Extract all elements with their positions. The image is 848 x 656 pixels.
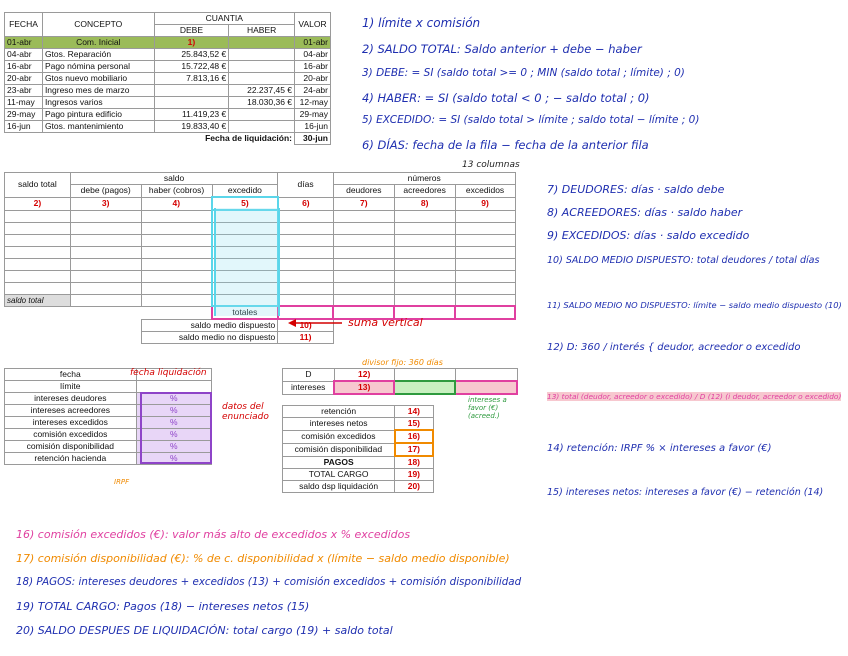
blank-cell <box>5 234 71 246</box>
row-intereses-excedidos: intereses excedidos <box>5 417 137 429</box>
suma-vertical-note: suma vertical <box>348 316 423 329</box>
cell-haber <box>229 49 295 61</box>
blank-cell <box>5 210 71 222</box>
table-row <box>5 121 331 133</box>
cell-haber: 18.030,36 € <box>229 97 295 109</box>
header-concepto: CONCEPTO <box>42 13 154 37</box>
blank-cell <box>278 234 334 246</box>
table-row <box>5 61 331 73</box>
row-retencion-hacienda: retención hacienda <box>5 453 137 465</box>
blank-cell <box>70 258 141 270</box>
blank-cell <box>5 270 71 282</box>
num-9: 9) <box>455 197 515 210</box>
table-row <box>5 37 331 49</box>
pct-cell: % <box>136 417 211 429</box>
blank-cell <box>278 258 334 270</box>
row-total-cargo: TOTAL CARGO <box>283 469 395 481</box>
blank-cell <box>278 222 334 234</box>
num-7: 7) <box>333 197 394 210</box>
note-6: 6) DÍAS: fecha de la fila − fecha de la anterior fila <box>362 138 649 152</box>
table-row <box>5 85 331 97</box>
cell-concepto: Gtos. mantenimiento <box>42 121 154 133</box>
datos-highlight <box>140 392 212 464</box>
totales-cell: totales <box>212 306 278 319</box>
cell-concepto: Gtos nuevo mobiliario <box>42 73 154 85</box>
cell-debe: 7.813,16 € <box>154 73 229 85</box>
cell-debe: 11.419,23 € <box>154 109 229 121</box>
datos-enunciado-note: datos del enunciado <box>222 402 269 422</box>
note-12: 12) D: 360 / interés { deudor, acreedor o excedido <box>547 342 801 353</box>
columnas-note: 13 columnas <box>462 160 520 170</box>
liquidacion-value: 30-jun <box>295 133 331 145</box>
table-row <box>5 73 331 85</box>
blank-cell <box>333 210 394 222</box>
pct-cell: % <box>136 405 211 417</box>
pct-cell: % <box>136 393 211 405</box>
note-19: 19) TOTAL CARGO: Pagos (18) − intereses netos (15) <box>16 600 310 613</box>
pct-cell: % <box>136 441 211 453</box>
header-haber: HABER <box>229 25 295 37</box>
header-haber-cobros: haber (cobros) <box>141 185 212 198</box>
blank-cell <box>5 222 71 234</box>
note-15 <box>547 487 823 498</box>
blank-cell <box>70 210 141 222</box>
row-fecha: fecha <box>5 369 137 381</box>
header-dias: días <box>278 173 334 198</box>
blank-cell <box>394 270 455 282</box>
row-comision-excedidos: comisión excedidos <box>5 429 137 441</box>
num-12: 12) <box>334 369 394 382</box>
note-16: 16) comisión excedidos (€): valor más alto de excedidos x % excedidos <box>16 528 411 541</box>
d-label: D <box>283 369 335 382</box>
cell-haber <box>229 109 295 121</box>
d-intereses-table <box>282 368 518 395</box>
cell-debe: 15.722,48 € <box>154 61 229 73</box>
cell-haber <box>229 37 295 49</box>
row-intereses-acreedores: intereses acreedores <box>5 405 137 417</box>
cell-valor: 29-may <box>295 109 331 121</box>
cell-valor: 04-abr <box>295 49 331 61</box>
note-5: 5) EXCEDIDO: = SI (saldo total > límite ; saldo total − límite ; 0) <box>362 114 700 126</box>
cell-concepto: Ingreso mes de marzo <box>42 85 154 97</box>
row-comision-excedidos: comisión excedidos <box>283 430 395 443</box>
blank-cell <box>394 282 455 294</box>
blank-cell <box>394 210 455 222</box>
blank-cell <box>70 234 141 246</box>
favor-note: intereses a favor (€) (acreed.) <box>468 396 507 420</box>
blank-cell <box>455 210 515 222</box>
cell-valor: 16-jun <box>295 121 331 133</box>
note-15-text: 15) intereses netos: intereses a favor (€) − retención (14) <box>547 487 824 498</box>
cell-concepto: Pago pintura edificio <box>42 109 154 121</box>
num-3: 3) <box>70 197 141 210</box>
saldo-medio-no-dispuesto-label: saldo medio no dispuesto <box>141 332 278 344</box>
header-excedidos: excedidos <box>455 185 515 198</box>
blank-cell <box>278 210 334 222</box>
blank-cell <box>141 282 212 294</box>
cell-fecha: 29-may <box>5 109 43 121</box>
row-comision-disponibilidad: comisión disponibilidad <box>283 443 395 456</box>
blank-cell <box>141 222 212 234</box>
cell-debe <box>154 85 229 97</box>
header-acreedores: acreedores <box>394 185 455 198</box>
note-17: 17) comisión disponibilidad (€): % de c. disponibilidad x (límite − saldo medio disponible) <box>16 552 510 565</box>
note-13-text: 13) total (deudor, acreedor o excedido) / D (12) (i deudor, acreedor o excedido) <box>547 392 842 401</box>
num-6: 6) <box>278 197 334 210</box>
num-17: 17) <box>395 443 433 456</box>
saldo-medio-dispuesto-label: saldo medio dispuesto <box>141 319 278 332</box>
num-11: 11) <box>278 332 334 344</box>
header-saldo: saldo <box>70 173 277 185</box>
liquidacion-label: Fecha de liquidación: <box>205 133 293 144</box>
num-4: 4) <box>141 197 212 210</box>
num-13: 13) <box>334 381 394 394</box>
blank-cell <box>333 222 394 234</box>
num-2: 2) <box>5 197 71 210</box>
blank-cell <box>455 258 515 270</box>
note-4: 4) HABER: = SI (saldo total < 0 ; − saldo total ; 0) <box>362 91 650 105</box>
row-limite: límite <box>5 381 137 393</box>
blank-cell <box>5 246 71 258</box>
cell-valor: 12-may <box>295 97 331 109</box>
cell-fecha: 01-abr <box>5 37 43 49</box>
row-intereses-netos: intereses netos <box>283 418 395 431</box>
header-fecha: FECHA <box>5 13 43 37</box>
divisor-note: divisor fijo: 360 días <box>362 358 443 367</box>
cell-debe <box>154 97 229 109</box>
blank-cell <box>278 282 334 294</box>
row-intereses-deudores: intereses deudores <box>5 393 137 405</box>
resultados-table <box>282 405 434 493</box>
header-cuantia: CUANTIA <box>154 13 294 25</box>
saldo-total-cell: saldo total <box>5 294 71 306</box>
cell-debe: 1) <box>154 37 229 49</box>
cell-valor: 16-abr <box>295 61 331 73</box>
header-saldo-total: saldo total <box>5 173 71 198</box>
blank-cell <box>455 246 515 258</box>
blank-cell <box>70 282 141 294</box>
blank-cell <box>455 222 515 234</box>
num-16: 16) <box>395 430 433 443</box>
movimientos-table <box>4 12 331 145</box>
blank-cell <box>333 282 394 294</box>
blank-cell <box>70 222 141 234</box>
blank-cell <box>333 246 394 258</box>
blank-cell <box>333 258 394 270</box>
blank-cell <box>333 270 394 282</box>
irpf-note: IRPF <box>114 478 130 486</box>
note-7: 7) DEUDORES: días · saldo debe <box>547 183 725 196</box>
header-debe: DEBE <box>154 25 229 37</box>
intereses-label: intereses <box>283 381 335 394</box>
blank-cell <box>394 246 455 258</box>
cell-fecha: 11-may <box>5 97 43 109</box>
blank-cell <box>278 246 334 258</box>
note-2: 2) SALDO TOTAL: Saldo anterior + debe − haber <box>362 42 642 56</box>
table-row <box>5 49 331 61</box>
note-3: 3) DEBE: = SI (saldo total >= 0 ; MIN (saldo total ; límite) ; 0) <box>362 67 685 79</box>
row-retencion: retención <box>283 406 395 418</box>
blank-cell <box>278 270 334 282</box>
cell-concepto: Gtos. Reparación <box>42 49 154 61</box>
row-pagos: PAGOS <box>283 456 395 469</box>
blank-cell <box>394 222 455 234</box>
header-numeros: números <box>333 173 515 185</box>
blank-cell <box>455 282 515 294</box>
cell-haber <box>229 121 295 133</box>
cell-valor: 20-abr <box>295 73 331 85</box>
header-valor: VALOR <box>295 13 331 37</box>
blank-cell <box>141 270 212 282</box>
note-13 <box>547 392 841 401</box>
blank-cell <box>141 234 212 246</box>
note-20: 20) SALDO DESPUES DE LIQUIDACIÓN: total cargo (19) + saldo total <box>16 624 393 637</box>
note-11: 11) SALDO MEDIO NO DISPUESTO: límite − saldo medio dispuesto (10) <box>547 300 842 310</box>
blank-cell <box>455 234 515 246</box>
header-debe-pagos: debe (pagos) <box>70 185 141 198</box>
blank-cell <box>333 234 394 246</box>
pct-cell: % <box>136 429 211 441</box>
cell-haber <box>229 61 295 73</box>
num-18: 18) <box>395 456 433 469</box>
cell-fecha: 23-abr <box>5 85 43 97</box>
num-20: 20) <box>395 481 433 493</box>
blank-cell <box>70 246 141 258</box>
blank-cell <box>394 258 455 270</box>
cell-valor: 24-abr <box>295 85 331 97</box>
num-10: 10) <box>278 319 334 332</box>
num-19: 19) <box>395 469 433 481</box>
blank-cell <box>5 282 71 294</box>
blank-cell <box>455 270 515 282</box>
note-8: 8) ACREEDORES: días · saldo haber <box>547 206 743 219</box>
table-row <box>5 109 331 121</box>
cell-valor: 01-abr <box>295 37 331 49</box>
note-9: 9) EXCEDIDOS: días · saldo excedido <box>547 229 750 242</box>
cell-concepto: Ingresos varios <box>42 97 154 109</box>
row-saldo-dsp-liquidacion: saldo dsp liquidación <box>283 481 395 493</box>
num-15: 15) <box>395 418 433 431</box>
cell-haber <box>229 73 295 85</box>
blank-cell <box>5 258 71 270</box>
cell-concepto: Pago nómina personal <box>42 61 154 73</box>
cell-fecha: 16-abr <box>5 61 43 73</box>
cell-fecha: 16-jun <box>5 121 43 133</box>
blank-cell <box>70 270 141 282</box>
blank-cell <box>394 234 455 246</box>
note-10: 10) SALDO MEDIO DISPUESTO: total deudores / total días <box>547 255 820 266</box>
blank-cell <box>141 258 212 270</box>
header-excedido: excedido <box>212 185 278 198</box>
row-comision-disponibilidad: comisión disponibilidad <box>5 441 137 453</box>
cell-debe: 19.833,40 € <box>154 121 229 133</box>
table-row <box>5 97 331 109</box>
num-8: 8) <box>394 197 455 210</box>
blank-cell <box>141 210 212 222</box>
header-deudores: deudores <box>333 185 394 198</box>
cell-haber: 22.237,45 € <box>229 85 295 97</box>
cell-debe: 25.843,52 € <box>154 49 229 61</box>
num-5: 5) <box>212 197 278 210</box>
pct-cell: % <box>136 453 211 465</box>
note-14-text: 14) retención: IRPF % × intereses a favor (€) <box>547 443 772 454</box>
cell-fecha: 20-abr <box>5 73 43 85</box>
fecha-liquidacion-note: fecha liquidación <box>130 368 207 378</box>
cell-fecha: 04-abr <box>5 49 43 61</box>
note-18: 18) PAGOS: intereses deudores + excedidos (13) + comisión excedidos + comisión disponibilidad <box>16 576 522 588</box>
cell-concepto: Com. Inicial <box>42 37 154 49</box>
excedido-highlight <box>214 208 280 316</box>
note-14 <box>547 443 772 454</box>
num-14: 14) <box>395 406 433 418</box>
note-1: 1) límite x comisión <box>362 16 481 30</box>
blank-cell <box>141 246 212 258</box>
